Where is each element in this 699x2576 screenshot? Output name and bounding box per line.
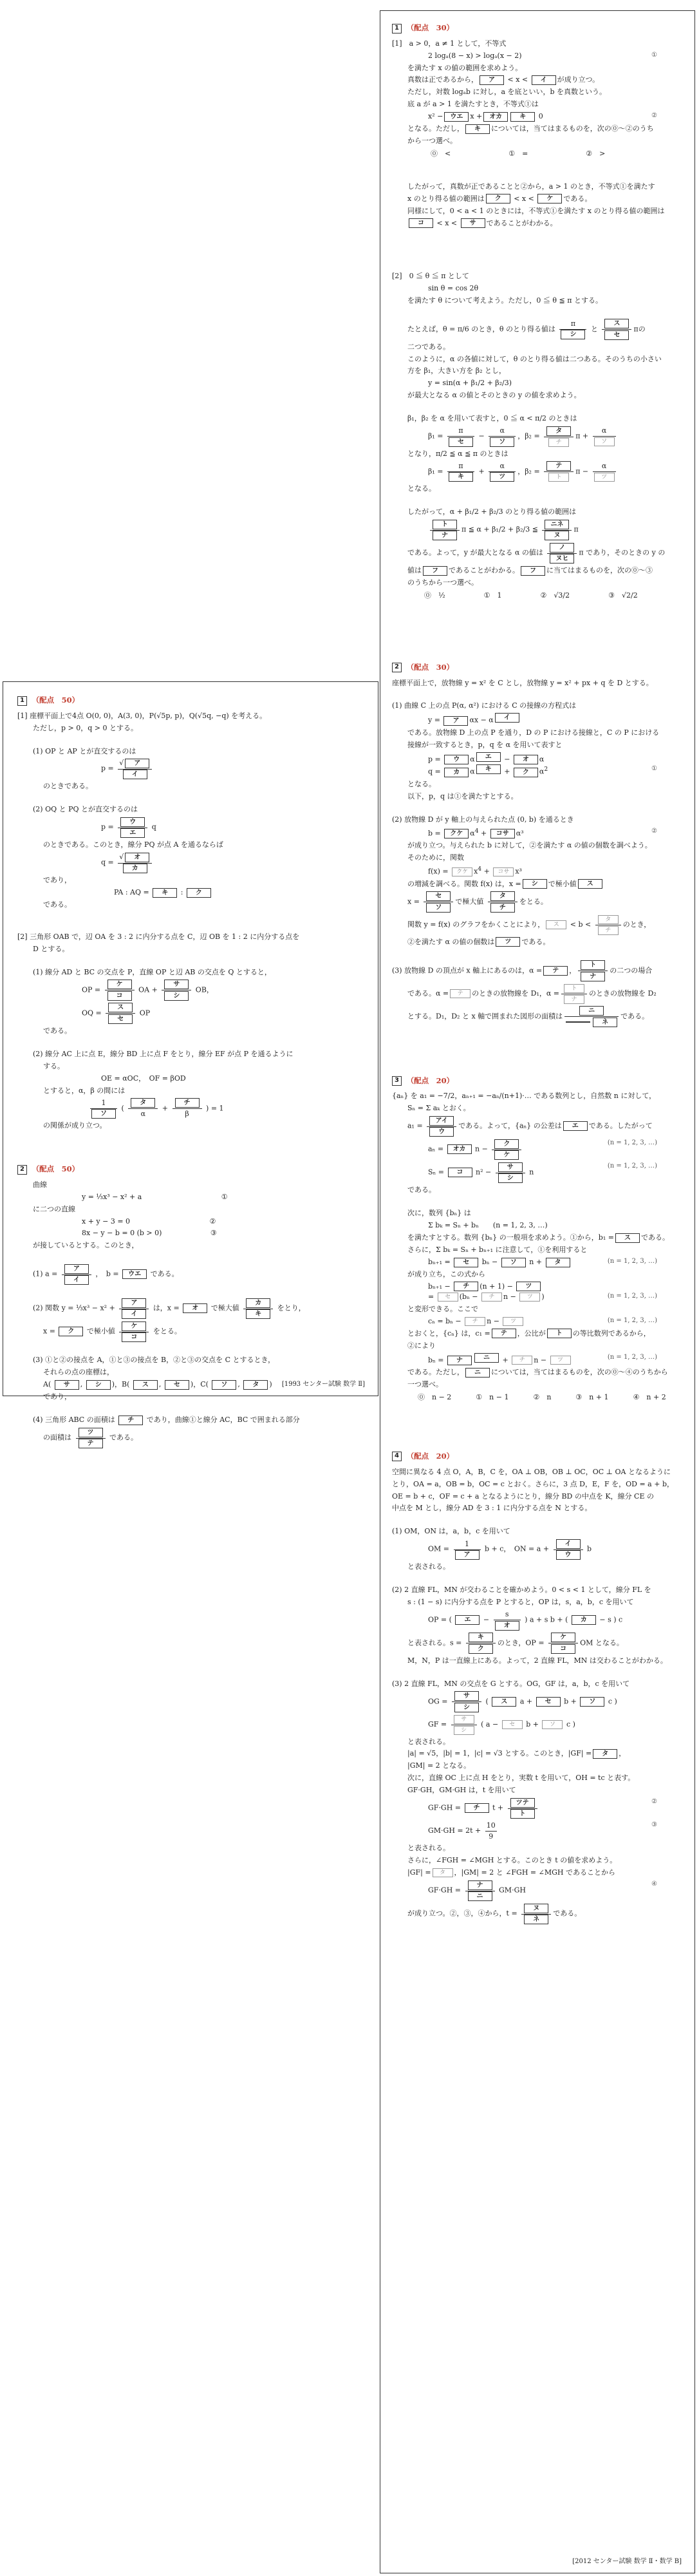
q2-part2: (2) 関数 y = ⅓x³ − x² + $\frac{\text{ア}}{\text{イ}}$ は，x = オ で極大値 $\frac{\text{カ}}{\text{キ}}$ をとり，	[33, 1298, 364, 1319]
r4-t3: OE = b + c，OF = c + a となるようにとり，線分 BD の中点を K，線分 CE の	[392, 1492, 655, 1501]
q1-part-ii-intro2: D とする。	[33, 945, 70, 954]
r4-p3f: 次に，直線 OC 上に点 H をとり，実数 t を用いて，OH = tc と表す。	[407, 1774, 635, 1783]
r3-t13: bₙ₊₁ − チ (n + 1) − ツ = セ (bₙ − チ n − ツ ) (n = 1, 2, 3, …)	[428, 1282, 657, 1301]
q1-ii1-equation2: OQ = $\frac{\text{ス}}{\text{セ}}$ OP	[82, 1003, 364, 1024]
r4-p2c: と表される。s = $\frac{\text{キ}}{\text{ク}}$ のとき，OP = $\frac{\text{ケ}}{\text{コ}}$ OM となる。	[407, 1633, 683, 1654]
r4-p3: (3) 2 直線 FL，MN の交点を G とする。OG，GF は，a，b，c を用いて	[392, 1679, 630, 1688]
r1-options2	[424, 591, 683, 601]
r1-s2r: のうちから一つ選べ。	[407, 578, 478, 587]
r1-range: $\frac{\text{ト}}{\text{ナ}}$ π ≦ α + β₁/2 + β₂/3 ≦ $\frac{\text{ニネ}}{\text{ヌ}}$ π	[428, 519, 683, 540]
option-1: ① =	[508, 149, 528, 158]
r3-an: aₙ = オカ n − $\frac{\text{ク}}{\text{ケ}}$ (n = 1, 2, 3, …)	[428, 1139, 657, 1159]
r1-s2b: を満たす θ について考えよう。ただし，0 ≦ θ ≦ π とする。	[407, 296, 602, 305]
r4-p3-dot2: GM·GH = 2t + $\frac{10}{9}$ ③	[428, 1821, 657, 1841]
r4-p2f: M，N，P は一直線上にある。よって，2 直線 FL，MN は交わることがわかる。	[407, 1656, 667, 1665]
option-0: ⓪ <	[431, 149, 451, 158]
r1-s1: [1] a > 0，a ≠ 1 として，不等式	[392, 39, 507, 48]
q2-line3: 8x − y − b = 0 (b > 0) ③	[82, 1229, 217, 1238]
q2-part3-coords: A( サ , シ )，B( ス , セ )，C( ソ , タ )	[43, 1380, 272, 1389]
q1-i2-equation2: q = $\frac{\text{√ オ}}{\text{カ}}$	[101, 852, 364, 873]
q1-i1-equation: p = $\frac{\text{√ ア}}{\text{イ}}$	[101, 758, 364, 779]
r3-t2: Sₙ = Σ aₖ とおく。	[407, 1104, 471, 1113]
option-3: ③ √2/2	[608, 591, 638, 600]
r3-t7: Σ bₖ = Sₙ + bₙ (n = 1, 2, 3, …)	[428, 1221, 548, 1230]
option-1: ① 1	[483, 591, 502, 600]
q2-intro3: が接しているとする。このとき，	[33, 1241, 139, 1250]
question-number: 1	[392, 24, 402, 33]
r1-s1p: 同様にして，0 < a < 1 のときには，不等式①を満たす x のとり得る値の範囲は	[407, 206, 665, 215]
q1-part-i-intro: [1] 座標平面上で4点 O(0, 0)，A(3, 0)，P(√5p, p)，Q(√5q, −q) を考える。	[17, 711, 267, 720]
r4-p3c: |a| = √5，|b| = 1，|c| = √3 とする。このとき，|GF| = タ ，	[407, 1749, 626, 1758]
r1-s1q: コ < x < サ であることがわかる。	[407, 218, 683, 229]
right-footer-source: [2012 センター試験 数学 Ⅱ・数学 B]	[572, 2557, 682, 2565]
option-2: ② n	[533, 1393, 552, 1402]
r2-p2c: そのために，関数	[407, 853, 464, 862]
r2-p1-sys: p = ウ α $^エ$ − オ α q = カ α $^キ$ + ク $\alpha^2$ ①	[428, 753, 657, 777]
r2-p1b: である。放物線 D 上の点 P を通り，D の P における接線と，C の P における	[407, 728, 660, 737]
r4-p3g: GF·GH，GM·GH は，t を用いて	[407, 1786, 516, 1795]
r2-p2-eq: b = クケ $\alpha^4$ + コサ α³ ②	[428, 827, 657, 838]
q2-part1: (1) a = $\frac{\text{ア}}{\text{イ}}$ ， b = ウエ である。	[33, 1264, 364, 1285]
q2-part2b: x = ク で極小値 $\frac{\text{ケ}}{\text{コ}}$ をとる。	[43, 1321, 364, 1342]
r3-t22: である。ただし， ニ については，当てはまるものを，次の⓪〜④のうちから	[407, 1368, 668, 1377]
r3-t17: とおくと，{cₙ} は，c₁ = テ ，公比が ト の等比数列であるから，	[407, 1329, 651, 1338]
q1-i1-text: (1) OP と AP とが直交するのは	[33, 746, 136, 755]
r1-s1-ineq: x² − ウエ x + オカ キ 0 ②	[428, 112, 657, 121]
q1-part-i-intro2: ただし，p > 0，q > 0 とする。	[33, 723, 138, 732]
option-2: ② >	[586, 149, 606, 158]
r2-p2b: が成り立つ。与えられた b に対して，②を満たす α の値の個数を調べよう。	[407, 841, 652, 850]
r1-s2k: となる。	[407, 484, 436, 493]
r3-t10: さらに，Σ bₖ = Sₙ + bₙ₊₁ に注意して，①を利用すると	[407, 1245, 588, 1255]
r1-s2-eq2: y = sin(α + β₁/2 + β₂/3)	[428, 379, 512, 388]
r2-p1-eq: y = ア αx − α $^イ$	[428, 713, 683, 726]
r2-p1d: となる。	[407, 780, 436, 789]
r4-p3k: さらに，∠FGH = ∠MGH とする。このとき t の値を求めよう。	[407, 1856, 617, 1865]
left-exam-page	[3, 681, 378, 1448]
r2-p2-func: f(x) = クケ $x^4$ + コサ x³	[428, 866, 522, 876]
r2-p2: (2) 放物線 D が y 軸上の与えられた点 (0, b) を通るとき	[392, 815, 574, 824]
q2-part3-end: であり，	[43, 1392, 71, 1401]
r-question-1-header	[392, 23, 683, 33]
r4-p2b: s : (1 − s) に内分する点を P とすると，OP は，s，a，b，c を用いて	[407, 1598, 634, 1607]
question-1-header	[17, 695, 364, 706]
r2-p1c: 接線が一致するとき，p，q を α を用いて表すと	[407, 740, 563, 749]
r-question-2-header	[392, 662, 683, 673]
r2-p2f: x = $\frac{\text{セ}}{\text{ソ}}$ で極大値 $\frac{\text{タ}}{\text{チ}}$ をとる。	[407, 891, 683, 913]
r4-t1: 空間に異なる 4 点 O，A，B，C を，OA ⊥ OB，OB ⊥ OC，OC ⊥ OA となるように	[392, 1467, 671, 1476]
r4-p3-og: OG = $\frac{\text{サ}}{\text{シ}}$ ( ス a + セ b + ソ c )	[428, 1691, 683, 1712]
r1-s2e: 二つである。	[407, 342, 450, 351]
r2-p3: (3) 放物線 D の頂点が x 軸上にあるのは，α = テ ， $\frac{\text{ト}}{\text{ナ}}$ の二つの場合	[392, 960, 683, 981]
q1-i2-equation: p = $\frac{\text{ウ}}{\text{エ}}$ q	[101, 817, 364, 838]
option-3: ③ n + 1	[575, 1393, 609, 1402]
r1-s2g: 方を β₁，大きい方を β₂ とし，	[407, 366, 507, 375]
r4-p1: (1) OM，ON は，a，b，c を用いて	[392, 1527, 510, 1536]
r4-p3p: が成り立つ。②，③，④から，t = $\frac{\text{ヌ}}{\text{ネ}}$ である。	[407, 1903, 683, 1924]
r2-t1: 座標平面上で，放物線 y = x² を C とし，放物線 y = x² + px + q を D とする。	[392, 678, 653, 687]
option-0: ⓪ ½	[424, 591, 445, 600]
r-question-4-header	[392, 1451, 683, 1462]
r1-s1c: 真数は正であるから， ア < x < イ が成り立つ。	[407, 75, 600, 84]
r1-s1m: したがって，真数が正であることと②から，a > 1 のとき，不等式①を満たす	[407, 182, 655, 191]
r2-p2k: ②を満たす α の値の個数は ツ である。	[407, 937, 550, 946]
r3-t15: と変形できる。ここで	[407, 1304, 478, 1313]
q1-ii2-relation: $\frac{1}{\text{ソ}}$ ( $\frac{\text{タ}}{\alpha}$ + $\frac{\text{チ}}{\beta}$ ) = 1	[88, 1098, 364, 1119]
r3-t12: が成り立ち，この式から	[407, 1269, 485, 1278]
r3-t20: ②により	[407, 1341, 436, 1350]
r3-sn: Sₙ = コ n² − $\frac{\text{サ}}{\text{シ}}$ n (n = 1, 2, 3, …)	[428, 1162, 657, 1182]
r4-p2: (2) 2 直線 FL，MN が交わることを確かめよう。0 < s < 1 として，線分 FL を	[392, 1586, 651, 1595]
q1-ii2-text-b: する。	[43, 1061, 64, 1070]
r4-p3l: |GF| = タ ，|GM| = 2 と ∠FGH = ∠MGH であることから	[407, 1868, 616, 1877]
q1-i2-end: である。	[43, 900, 71, 909]
r1-s2f: このように，α の各値に対して，θ のとり得る値は二つある。そのうちの小さい	[407, 354, 662, 363]
r2-p3f: とする。D₁，D₂ と x 軸で囲まれた図形の面積は $\frac{\text{ニ}}{\text{ネ}}$ である。	[407, 1006, 683, 1027]
points-label: （配点 20）	[406, 1451, 454, 1461]
option-1: ① n − 1	[476, 1393, 509, 1402]
r3-t1: {aₙ} を a₁ = −7/2，aₙ₊₁ = −aₙ/(n+1)·… である数列とし，自然数 n に対して，	[392, 1092, 657, 1101]
q1-i2-after: のときである。このとき，線分 PQ が点 A を通るならば	[43, 840, 223, 849]
q1-i1-after: のときである。	[43, 782, 93, 791]
r1-s2m: である。よって，y が最大となる α の値は $\frac{\text{ノ}}{\text{ヌヒ}}$ π であり，そのときの y の	[407, 542, 683, 564]
r1-s1f: 底 a が a > 1 を満たすとき，不等式①は	[407, 100, 539, 109]
r3-t6: 次に，数列 {bₙ} は	[407, 1209, 471, 1218]
points-label: （配点 50）	[32, 1164, 80, 1174]
r2-p1: (1) 曲線 C 上の点 P(α, α²) における C の接線の方程式は	[392, 701, 577, 710]
question-number: 1	[17, 696, 27, 706]
q2-part4: (4) 三角形 ABC の面積は チ であり，曲線①と線分 AC，BC で囲まれる部分	[33, 1416, 300, 1425]
question-2-header	[17, 1164, 364, 1175]
r1-s2c: たとえば，θ = π/6 のとき，θ のとり得る値は $\frac{\pi}{\text{シ}}$ と $\frac{\text{ス}}{\text{セ}}$ πの	[407, 319, 646, 339]
q2-part3: (3) ①と②の接点を A，①と③の接点を B，②と③の交点を C とするとき，	[33, 1356, 275, 1365]
r1-s1n: x のとり得る値の範囲は ク < x < ケ である。	[407, 194, 592, 203]
r4-p3-dot1: GF·GH = チ t + $\frac{\text{ツテ}}{\text{ト}}$ ②	[428, 1798, 657, 1818]
q2-part3b: それらの点の座標は，	[43, 1368, 114, 1377]
r4-p1b: と表される。	[407, 1562, 450, 1571]
q1-ii2-after: とすると，α，β の間には	[43, 1086, 126, 1095]
q1-ii1-end: である。	[43, 1026, 71, 1035]
r1-s2-eq: sin θ = cos 2θ	[428, 283, 479, 292]
q1-ii2-text: (2) 線分 AC 上に点 E，線分 BD 上に点 F をとり，線分 EF が点 P を通るように	[33, 1049, 294, 1058]
r3-options	[418, 1392, 683, 1403]
r3-t8: を満たすとする。数列 {bₙ} の一般項を求めよう。①から，b₁ = ス である。	[407, 1233, 669, 1242]
question-number: 2	[392, 663, 402, 672]
r3-t11: bₙ₊₁ = セ bₙ − ソ n + タ (n = 1, 2, 3, …)	[428, 1258, 657, 1267]
r1-s1b: を満たす x の値の範囲を求めよう。	[407, 63, 523, 72]
question-number: 3	[392, 1076, 402, 1086]
r1-s2i: β₁，β₂ を α を用いて表すと，0 ≦ α < π/2 のときは	[407, 414, 577, 423]
question-number: 2	[17, 1165, 27, 1175]
r1-s1l: から一つ選べ。	[407, 137, 457, 146]
q1-i2-ratio: PA : AQ = キ : ク	[114, 887, 364, 898]
q1-ii2-equation: OE = αOC， OF = βOD	[101, 1074, 186, 1083]
r4-p3b: と表される。	[407, 1737, 450, 1746]
r-question-3-header	[392, 1075, 683, 1086]
q1-ii1-text: (1) 線分 AD と BC の交点を P，直線 OP と辺 AB の交点を Q とすると，	[33, 967, 272, 976]
q1-i2-text: (2) OQ と PQ とが直交するのは	[33, 805, 138, 814]
r1-beta-eq2: β₁ = $\frac{\pi}{\text{キ}}$ + $\frac{\alpha}{\text{ツ}}$ ，β₂ = $\frac{\text{テ}}{\text{ト}}$ π − $\frac{\alpha}{\text{ツ}}$	[428, 461, 683, 482]
r3-t3: a₁ = $\frac{\text{アイ}}{\text{ウ}}$ である。よって，{aₙ} の公差は エ である。したがって	[407, 1115, 683, 1137]
r2-p2i: 関数 y = f(x) のグラフをかくことにより， ス < b < $\frac{\text{タ}}{\text{チ}}$ のとき，	[407, 914, 683, 935]
r1-s2o: 値は フ であることがわかる。 フ に当てはまるものを，次の⓪〜③	[407, 566, 653, 575]
r1-s2j: となり，π/2 ≦ α ≦ π のときは	[407, 449, 508, 458]
r1-s1j: となる。ただし， キ については，当てはまるものを，次の⓪〜②のうち	[407, 124, 654, 133]
r1-s2l: したがって，α + β₁/2 + β₂/3 のとり得る値の範囲は	[407, 507, 577, 516]
r4-p2-eq: OP = ( エ − $\frac{s}{\text{オ}}$ ) a + s b + ( カ − s ) c	[428, 1610, 623, 1629]
r4-p3-eq4: GF·GH = $\frac{\text{ナ}}{\text{ニ}}$ GM·GH ④	[428, 1880, 657, 1900]
option-4: ④ n + 2	[633, 1393, 666, 1402]
r3-t24: 一つ選べ。	[407, 1380, 443, 1389]
r3-t21: bₙ = ナ $^ニ$ + チ n − ツ (n = 1, 2, 3, …)	[428, 1353, 657, 1365]
r1-options	[431, 149, 683, 159]
q2-line2: x + y − 3 = 0 ②	[82, 1217, 216, 1226]
points-label: （配点 50）	[32, 696, 80, 705]
r1-s1-eq: 2 logₐ(8 − x) > logₐ(x − 2) ①	[428, 51, 657, 60]
right-exam-page	[380, 10, 695, 2573]
r2-p1e: 以下，p，q は①を満たすとする。	[407, 792, 518, 800]
points-label: （配点 30）	[406, 23, 454, 32]
r1-s1e: ただし，対数 logₐb に対し，a を底といい，b を真数という。	[407, 88, 607, 97]
r1-beta-eq1: β₁ = $\frac{\pi}{\text{セ}}$ − $\frac{\alpha}{\text{ソ}}$ ，β₂ = $\frac{\text{タ}}{\text{チ}}$ π + $\frac{\alpha}{\text{ソ}}$	[428, 426, 683, 447]
r4-t2: とり，OA = a，OB = b，OC = c とおく。さらに，3 点 D，E，F を，OD = a + b，	[392, 1479, 674, 1488]
q2-intro2: に二つの直線	[33, 1204, 75, 1213]
r3-t5: である。	[407, 1186, 436, 1195]
r1-s2h: が最大となる α の値とそのときの y の値を求めよう。	[407, 391, 581, 400]
q1-ii2-end: の関係が成り立つ。	[43, 1121, 107, 1130]
r4-p3-gf: GF = $\frac{\text{サ}}{\text{シ}}$ ( a − セ b + ソ c )	[428, 1714, 683, 1735]
points-label: （配点 20）	[406, 1075, 454, 1085]
points-label: （配点 30）	[406, 662, 454, 672]
left-footer-source: [1993 センター試験 数学 Ⅱ]	[281, 1380, 365, 1388]
question-number: 4	[392, 1452, 402, 1461]
r4-p3e: |GM| = 2 となる。	[407, 1761, 471, 1770]
option-2: ② √3/2	[540, 591, 570, 600]
r2-p2d: の増減を調べる。関数 f(x) は，x = シ で極小値 ス	[407, 879, 683, 889]
r2-p3c: である。α = テ のときの放物線を D₁，α = $\frac{\text{ト}}{\text{ナ}}$ のときの放物線を D₂	[407, 983, 683, 1004]
q2-curve: y = ⅓x³ − x² + a ①	[82, 1192, 228, 1201]
q2-part4b: の面積は $\frac{\text{ツ}}{\text{テ}}$ である。	[43, 1427, 364, 1448]
r1-s2: [2] 0 ≦ θ ≦ π として	[392, 271, 469, 280]
r4-t4: 中点を M とし，線分 AD を 3 : 1 に内分する点を N とする。	[392, 1504, 592, 1513]
option-0: ⓪ n − 2	[418, 1393, 452, 1402]
q2-intro: 曲線	[33, 1180, 47, 1189]
q1-ii1-equation1: OP = $\frac{\text{ケ}}{\text{コ}}$ OA + $\frac{\text{サ}}{\text{シ}}$ OB，	[82, 980, 364, 1001]
q1-i2-after2: であり，	[43, 876, 71, 885]
r3-t16: cₙ = bₙ − チ n − ツ (n = 1, 2, 3, …)	[428, 1316, 657, 1325]
q1-part-ii-intro: [2] 三角形 OAB で，辺 OA を 3 : 2 に内分する点を C，辺 OB を 1 : 2 に内分する点を	[17, 933, 300, 942]
r4-p3j: と表される。	[407, 1844, 450, 1853]
r4-p1-eq: OM = $\frac{1}{\text{ア}}$ b + c， ON = a + $\frac{\text{イ}}{\text{ウ}}$ b	[428, 1539, 592, 1559]
